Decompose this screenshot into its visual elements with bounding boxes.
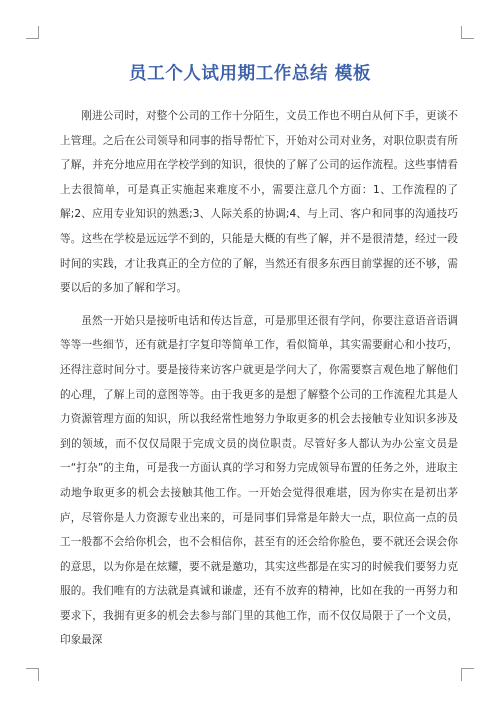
page-corner-mark	[26, 668, 39, 681]
body-paragraph-2: 虽然一开始只是接听电话和传达旨意，可是那里还很有学问，你要注意语音语调等等一些细节，还有就是打字复印等简单工作，看似简单，其实需要耐心和小技巧，还得注意时间分寸。要是接待来访客户就更是学问大了，你需要察言观色地了解他们的心理，了解上司的意图等等。由于我更多的是想了解整个公司的工作流程尤其是人力资源管理方面的知识，所以我经常性地努力争取更多的机会去接触专业知识多涉及到的领域，而不仅仅局限于完成文员的岗位职责。尽管好多人都认为办公室文员是一“打杂”的主角，可是我一方面认真的学习和努力完成领导布置的任务之外，进取主动地争取更多的机会去接触其他工作。一开始会觉得很难堪，因为你实在是初出茅庐，尽管你是人力资源专业出来的，可是同事们异常是年龄大一点，职位高一点的员工一般都不会给你机会，也不会相信你，甚至有的还会给你脸色，要不就还会误会你的意思，以为你是在炫耀，要不就是邀功，其实这些都是在实习的时候我们要努力克服的。我们唯有的方法就是真诚和谦虚，还有不放弃的精神，比如在我的一再努力和要求下，我拥有更多的机会去参与部门里的其他工作，而不仅仅局限于了一个文员，印象最深	[60, 314, 458, 647]
page-corner-mark	[461, 668, 474, 681]
body-paragraph-1: 刚进公司时，对整个公司的工作十分陌生，文员工作也不明白从何下手，更谈不上管理。之后在公司领导和同事的指导帮忙下，开始对公司对业务，对职位职责有所了解，并充分地应用在学校学到的知识，很快的了解了公司的运作流程。这些事情看上去很简单，可是真正实施起来难度不小，需要注意几个方面：1、工作流程的了解;2、应用专业知识的熟悉;3、人际关系的协调;4、与上司、客户和同事的沟通技巧等。这些在学校是远远学不到的，只能是大概的有些了解，并不是很清楚，经过一段时间的实践，才让我真正的全方位的了解，当然还有很多东西目前掌握的还不够，需要以后的多加了解和学习。	[60, 110, 458, 295]
document-title: 员工个人试用期工作总结 模板	[129, 64, 371, 84]
document-body	[60, 104, 458, 653]
page-corner-mark	[461, 26, 474, 39]
page-corner-mark	[26, 26, 39, 39]
